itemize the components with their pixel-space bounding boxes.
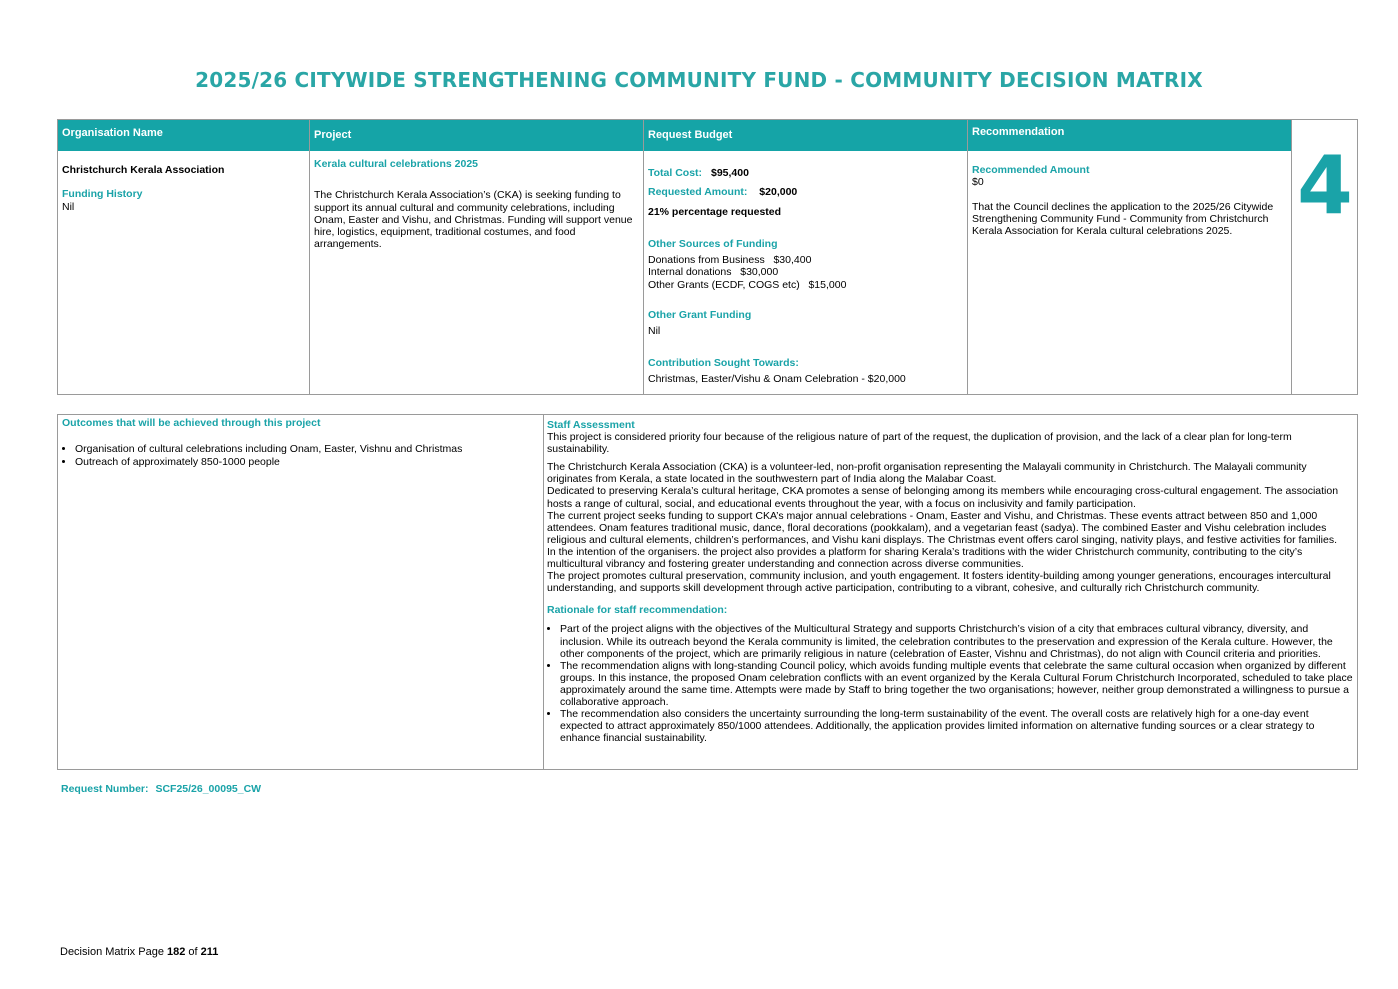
request-number — [61, 783, 261, 795]
footer-prefix: Decision Matrix Page — [60, 946, 164, 958]
list-item: • Organisation of cultural celebrations including Onam, Easter, Vishnu and Christmas — [75, 443, 539, 455]
staff-paragraph: In the intention of the organisers. the project also provides a platform for sharing Kerala’s traditions with the wider Christchurch community, contributing to the city’s multicultural vibrancy and fostering greater understanding and connection across diverse communities. — [547, 545, 1303, 571]
organisation-cell — [58, 151, 309, 394]
budget-cell — [644, 151, 967, 394]
total-cost-label: Total Cost: — [648, 167, 703, 179]
requested-amount-label: Requested Amount: — [648, 186, 748, 199]
project-cell — [310, 151, 643, 394]
request-number-value: SCF25/26_00095_CW — [155, 783, 262, 795]
staff-paragraph: The current project seeks funding to support CKA’s major annual celebrations - Onam, Easter and Vishu, and Christmas. These events attract between 850 and 1,000 attendees. Onam features traditional music, dance, floral decorations (pookkalam), and a vegetarian feast (sadya). The combined Easter and Vishu celebration includes religious and cultural elements, children’s performances, and Vishu kani displays. The Christmas event offers carol singing, nativity plays, and festive activities for families. — [547, 509, 1338, 546]
list-item: • Part of the project aligns with the objectives of the Multicultural Strategy and supports Christchurch’s vision of a city that embraces cultural vibrancy, diversity, and inclusion. While its outreach beyond the Kerala community is limited, the celebration contributes to the preservation and expression of the Kerala culture. However, the other components of the project, which are primarily religious in nature (celebration of Easter, Vishnu and Christmas), do not align with Council criteria and priorities. — [560, 623, 1353, 659]
other-source-item: Internal donations $30,000 — [648, 266, 779, 279]
rationale-label: Rationale for staff recommendation: — [547, 604, 728, 617]
footer-page: 182 — [167, 946, 186, 958]
other-sources-label: Other Sources of Funding — [648, 237, 778, 250]
total-cost-value: $95,400 — [710, 167, 749, 179]
staff-paragraph: The Christchurch Kerala Association (CKA) is a volunteer-led, non-profit organisation representing the Malayali community in Christchurch. The Malayali community originates from Kerala, a state located in the southwestern part of India along the Malabar Coast. — [547, 461, 1307, 486]
header-recommendation: Recommendation — [968, 120, 1292, 151]
recommendation-text: That the Council declines the application to the 2025/26 Citywide Strengthening Community Fund - Community from Christchurch Kerala Association for Kerala cultural celebrations 2025. — [972, 200, 1274, 238]
footer-total: 211 — [200, 946, 219, 958]
list-item: • Outreach of approximately 850-1000 people — [75, 456, 539, 468]
recommended-amount-value: $0 — [972, 176, 984, 189]
page-title: 2025/26 CITYWIDE STRENGTHENING COMMUNITY FUND - COMMUNITY DECISION MATRIX — [195, 68, 1203, 92]
outcomes-list — [62, 443, 539, 468]
project-name: Kerala cultural celebrations 2025 — [314, 158, 478, 170]
request-number-label: Request Number: — [61, 783, 149, 795]
list-item: • The recommendation aligns with long-standing Council policy, which avoids funding multiple events that celebrate the same cultural occasion when organized by different groups. In this instance, the proposed Onam celebration conflicts with an event organized by the Kerala Cultural Forum Christchurch Incorporated, scheduled to take place approximately around the same time. Attempts were made by Staff to bring together the two organisations; however, neither group demonstrated a willingness to pursue a collaborative approach. — [560, 660, 1353, 708]
contribution-label: Contribution Sought Towards: — [648, 356, 799, 369]
organisation-name: Christchurch Kerala Association — [62, 164, 225, 176]
staff-assessment-label: Staff Assessment — [547, 419, 635, 431]
outcomes-cell — [58, 415, 543, 769]
assessment-table — [57, 414, 1358, 770]
other-grant-label: Other Grant Funding — [648, 309, 752, 322]
staff-paragraph: This project is considered priority four because of the religious nature of part of the request, the duplication of provision, and the lack of a clear plan for long-term sustainability. — [547, 431, 1292, 456]
summary-table — [57, 119, 1358, 395]
funding-history-label: Funding History — [62, 188, 143, 201]
header-organisation-name: Organisation Name — [58, 120, 309, 151]
contribution-value: Christmas, Easter/Vishu & Onam Celebration - $20,000 — [648, 372, 906, 385]
footer-of: of — [188, 946, 198, 958]
recommended-amount-label: Recommended Amount — [972, 164, 1090, 176]
header-request-budget: Request Budget — [644, 120, 967, 151]
staff-paragraph: The project promotes cultural preservation, community inclusion, and youth engagement. It fosters identity-building among younger generations, encourages intercultural understanding, and supports skill development through active participation, contributing to a vibrant, cohesive, and culturally rich Christchurch community. — [547, 570, 1331, 595]
funding-history-value: Nil — [62, 200, 75, 213]
outcomes-label: Outcomes that will be achieved through this project — [62, 417, 321, 429]
other-source-item: Other Grants (ECDF, COGS etc) $15,000 — [648, 278, 847, 291]
list-item: • The recommendation also considers the uncertainty surrounding the long-term sustainability of the event. The overall costs are relatively high for a one-day event expected to attract approximately 850/1000 attendees. Additionally, the application provides limited information on alternative funding sources or a clear strategy to enhance financial sustainability. — [560, 708, 1353, 744]
priority-number: 4 — [1297, 139, 1353, 232]
staff-assessment-cell — [544, 415, 1357, 769]
page-footer — [60, 946, 218, 958]
other-grant-value: Nil — [648, 325, 661, 338]
project-description: The Christchurch Kerala Association’s (CKA) is seeking funding to support its annual cultural and community celebrations, including Onam, Easter and Vishu, and Christmas. Funding will support venue hire, logistics, equipment, traditional costumes, and food arrangements. — [314, 189, 633, 251]
rationale-list — [547, 623, 1353, 744]
staff-paragraph: Dedicated to preserving Kerala’s cultural heritage, CKA promotes a sense of belonging among its members while encouraging cross-cultural engagement. The association hosts a range of cultural, social, and educational events throughout the year, with a focus on inclusivity and family participation. — [547, 485, 1339, 510]
percentage-requested: 21% percentage requested — [648, 205, 782, 218]
other-source-item: Donations from Business $30,400 — [648, 254, 812, 267]
header-project: Project — [310, 120, 643, 151]
recommendation-cell — [968, 151, 1291, 394]
requested-amount-value: $20,000 — [759, 186, 798, 199]
